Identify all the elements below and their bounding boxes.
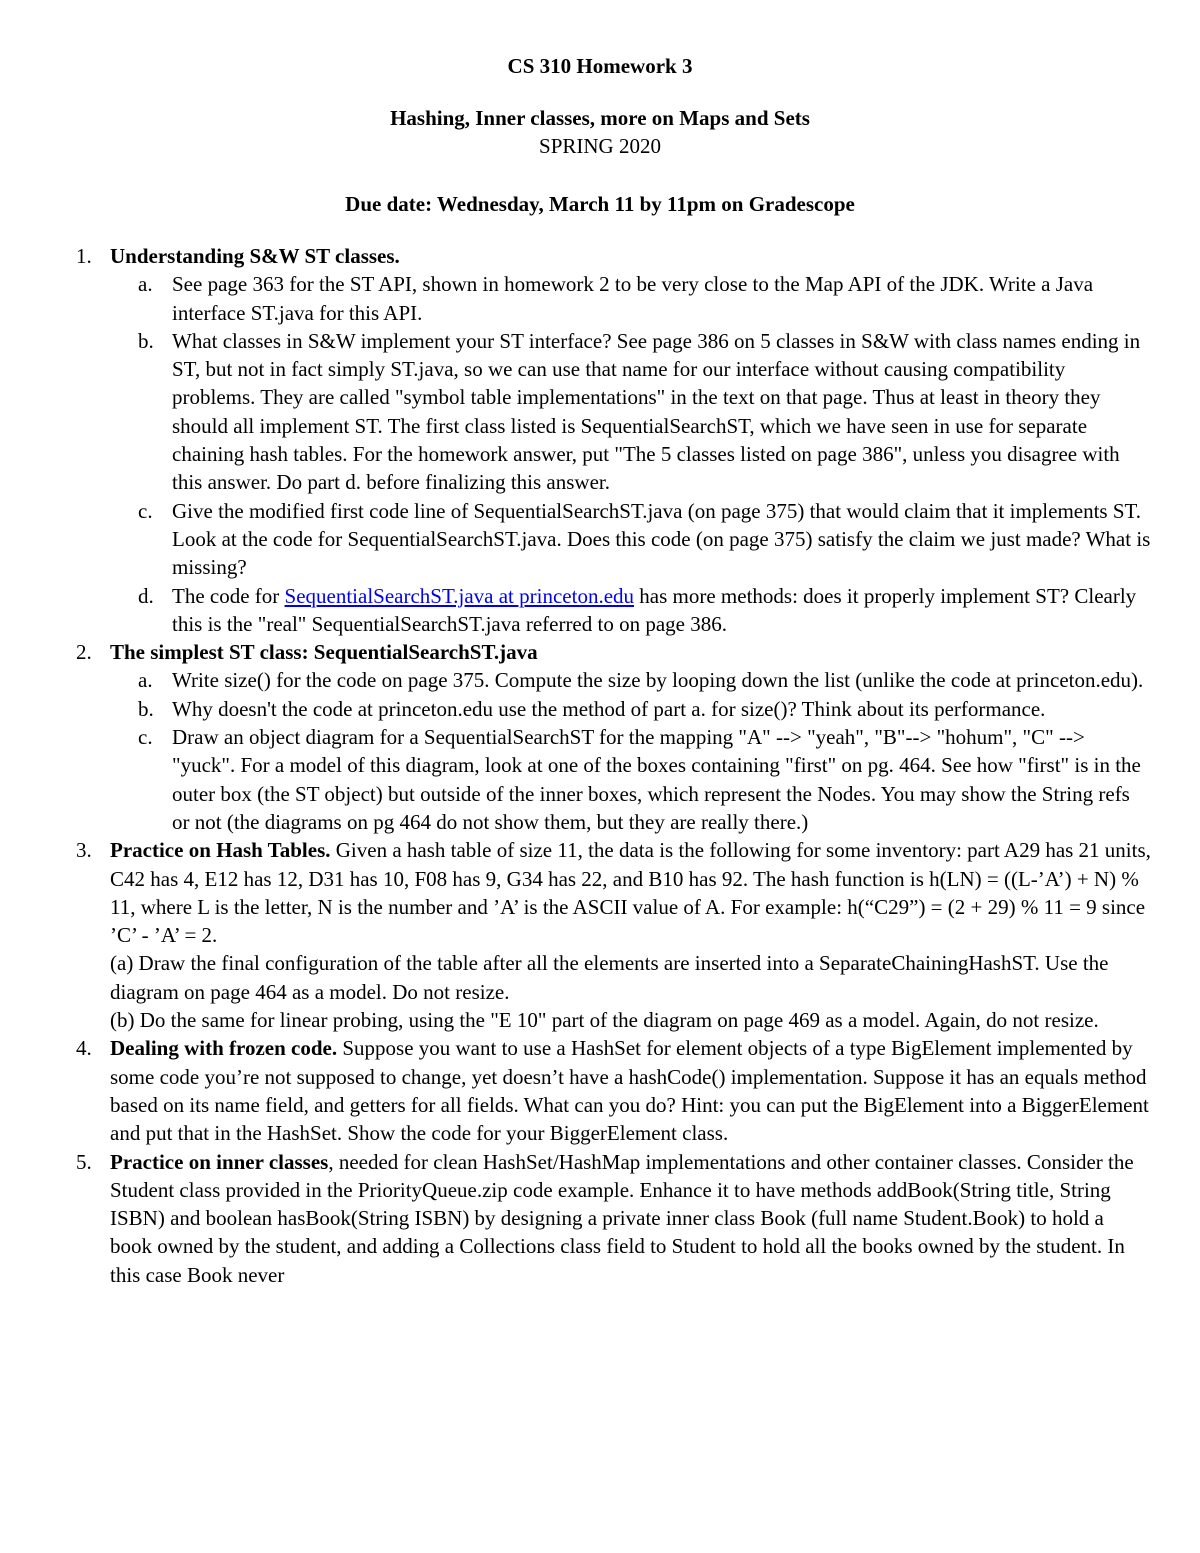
question-number: 4. <box>76 1036 92 1061</box>
question-list <box>76 242 1151 1289</box>
subpart-text: Why doesn't the code at princeton.edu use the method of part a. for size()? Think about its performance. <box>172 696 1046 721</box>
question-1a <box>76 270 1151 327</box>
question-4 <box>76 1034 1151 1147</box>
question-2a <box>76 666 1151 694</box>
question-2 <box>76 638 1151 666</box>
question-title: Practice on Hash Tables. <box>110 838 331 863</box>
subpart-text: See page 363 for the ST API, shown in homework 2 to be very close to the Map API of the JDK. Write a Java interface ST.java for this API. <box>172 272 1094 325</box>
subpart-text: Draw an object diagram for a SequentialSearchST for the mapping "A" --> "yeah", "B"--> "hohum", "C" --> "yuck". For a model of this diagram, look at one of the boxes containing "first" on pg. 464. See how "first" is in the outer box (the ST object) but outside of the inner boxes, which represent the Nodes. You may show the String refs or not (the diagrams on pg 464 do not show them, but they are really there.) <box>172 725 1141 834</box>
question-2b <box>76 695 1151 723</box>
subpart-text: What classes in S&W implement your ST interface? See page 386 on 5 classes in S&W with class names ending in ST, but not in fact simply ST.java, so we can use that name for our interface without causing compatibility problems. They are called "symbol table implementations" in the text on that page. Thus at least in theory they should all implement ST. The first class listed is SequentialSearchST, which we have seen in use for separate chaining hash tables. For the homework answer, put "The 5 classes listed on page 386", unless you disagree with this answer. Do part d. before finalizing this answer. <box>172 328 1141 495</box>
question-3 <box>76 836 1151 1034</box>
term-label: SPRING 2020 <box>539 134 661 158</box>
question-3-part-b: (b) Do the same for linear probing, using the "E 10" part of the diagram on page 469 as a model. Again, do not resize. <box>110 1008 1099 1033</box>
subpart-text: Write size() for the code on page 375. Compute the size by looping down the list (unlike the code at princeton.edu). <box>172 668 1144 693</box>
subpart-label: d. <box>138 583 154 608</box>
document-subtitle: Hashing, Inner classes, more on Maps and Sets <box>390 106 810 130</box>
question-1b <box>76 327 1151 497</box>
question-number: 2. <box>76 640 92 665</box>
princeton-code-link[interactable]: SequentialSearchST.java at princeton.edu <box>284 583 635 608</box>
question-number: 1. <box>76 244 92 268</box>
subpart-text-post: has more methods: does it properly implement ST? Clearly this is the "real" SequentialSearchST.java referred to on page 386. <box>172 583 1137 636</box>
subpart-text-pre: The code for <box>172 583 285 608</box>
subpart-label: a. <box>138 668 153 693</box>
subpart-label: c. <box>138 725 153 750</box>
subpart-label: a. <box>138 272 153 297</box>
question-1 <box>76 242 1151 270</box>
question-text: Suppose you want to use a HashSet for element objects of a type BigElement implemented by some code you’re not supposed to change, yet doesn’t have a hashCode() implementation. Suppose it has an equals method based on its name field, and getters for all fields. What can you do? Hint: you can put the BigElement into a BiggerElement and put that in the HashSet. Show the code for your BiggerElement class. <box>110 1036 1149 1146</box>
subpart-label: c. <box>138 498 153 523</box>
question-title: The simplest ST class: SequentialSearchST.java <box>110 640 538 665</box>
question-2c <box>76 723 1151 836</box>
question-title: Understanding S&W ST classes. <box>110 244 400 268</box>
subpart-text: Give the modified first code line of SequentialSearchST.java (on page 375) that would claim that it implements ST. Look at the code for SequentialSearchST.java. Does this code (on page 375) satisfy the claim we just made? What is missing? <box>172 498 1151 580</box>
subpart-label: b. <box>138 328 154 353</box>
question-title: Practice on inner classes <box>110 1149 329 1174</box>
question-1c <box>76 497 1151 582</box>
due-date: Due date: Wednesday, March 11 by 11pm on Gradescope <box>345 192 855 216</box>
question-5 <box>76 1148 1151 1289</box>
question-text: Given a hash table of size 11, the data is the following for some inventory: part A29 has 21 units, C42 has 4, E12 has 12, D31 has 10, F08 has 9, G34 has 22, and B10 has 92. The hash function is h(LN) = ((L-’A’) + N) % 11, where L is the letter, N is the number and ’A’ is the ASCII value of A. For example: h(“C29”) = (2 + 29) % 11 = 9 since ’C’ - ’A’ = 2. <box>110 838 1151 948</box>
question-number: 5. <box>76 1149 92 1174</box>
document-title: CS 310 Homework 3 <box>507 54 693 78</box>
subpart-label: b. <box>138 696 154 721</box>
question-number: 3. <box>76 838 92 863</box>
question-title: Dealing with frozen code. <box>110 1036 338 1061</box>
question-text: , needed for clean HashSet/HashMap implementations and other container classes. Consider the Student class provided in the PriorityQueue.zip code example. Enhance it to have methods addBook(String title, String ISBN) and boolean hasBook(String ISBN) by designing a private inner class Book (full name Student.Book) to hold a book owned by the student, and adding a Collections class field to Student to hold all the books owned by the student. In this case Book never <box>110 1149 1134 1287</box>
question-1d <box>76 582 1151 639</box>
question-3-part-a: (a) Draw the final configuration of the table after all the elements are inserted into a SeparateChainingHashST. Use the diagram on page 464 as a model. Do not resize. <box>110 951 1109 1004</box>
